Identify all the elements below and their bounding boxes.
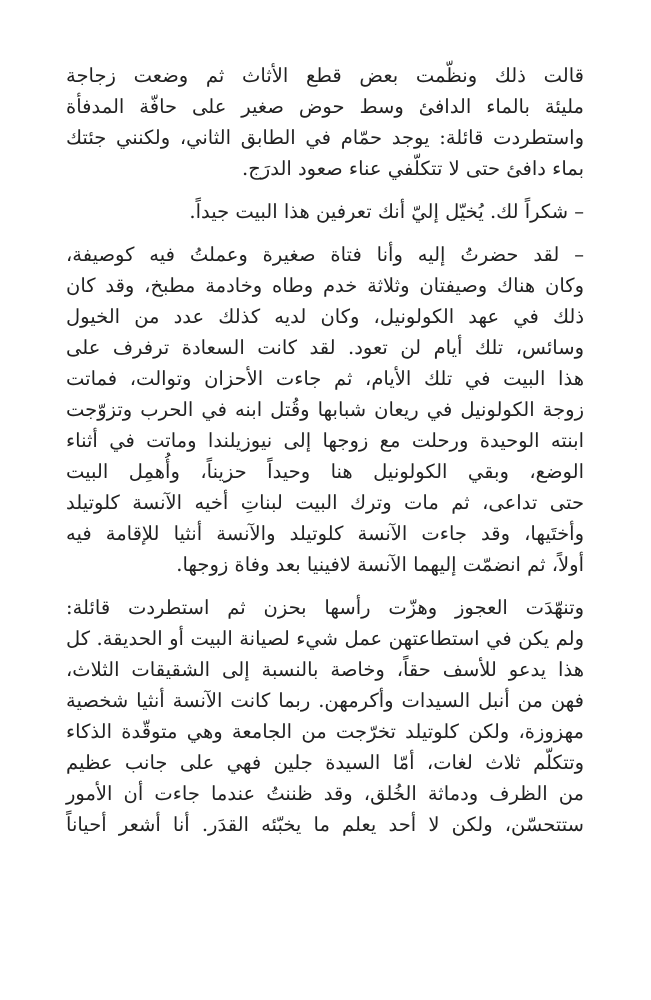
text-line: – شكراً لك. يُخيّل إليّ أنك تعرفين هذا البيت جيداً.: [189, 200, 584, 223]
text-line: واستطردت قائلة: يوجد حمّام في الطابق الثاني، ولكنني جئتك: [66, 126, 584, 149]
paragraph-3: [66, 239, 584, 580]
text-line: وأختَيها، وقد جاءت الآنسة كلوتيلد والآنسة أنثيا للإقامة فيه: [66, 522, 584, 545]
text-line: الوضع، وبقي الكولونيل هنا وحيداً حزيناً، وأُهمِل البيت: [66, 460, 584, 483]
document-page: [66, 60, 584, 840]
text-line: وتنهّدَت العجوز وهزّت رأسها بحزن ثم استطردت قائلة:: [66, 596, 584, 619]
text-line: من الظرف ودماثة الخُلق، وقد ظننتُ عندما جاءت أن الأمور: [66, 782, 584, 805]
text-line: زوجة الكولونيل في ريعان شبابها وقُتل ابنه في الحرب وتزوّجت: [66, 398, 584, 421]
text-line: ذلك في عهد الكولونيل، وكان لديه كذلك عدد من الخيول: [66, 305, 584, 328]
text-line: قالت ذلك ونظّمت بعض قطع الأثاث ثم وضعت زجاجة: [66, 64, 584, 87]
text-line: ولم يكن في استطاعتهن عمل شيء لصيانة البيت أو الحديقة. كل: [66, 627, 584, 650]
text-line: وكان هناك وصيفتان وثلاثة خدم وطاه وخادمة مطبخ، وقد كان: [66, 274, 584, 297]
paragraph-1: [66, 60, 584, 184]
text-line: أولاً، ثم انضمّت إليهما الآنسة لافينيا بعد وفاة زوجها.: [176, 553, 584, 576]
text-line: هذا يدعو للأسف حقاً، وخاصة بالنسبة إلى الشقيقات الثلاث،: [66, 658, 584, 681]
text-line: وتتكلّم ثلاث لغات، أمّا السيدة جلين فهي على جانب عظيم: [66, 751, 584, 774]
text-line: ابنته الوحيدة ورحلت مع زوجها إلى نيوزيلندا وماتت في أثناء: [66, 429, 584, 452]
text-line: ستتحسّن، ولكن لا أحد يعلم ما يخبّئه القدَر. أنا أشعر أحياناً: [66, 813, 584, 836]
text-line: هذا البيت في تلك الأيام، ثم جاءت الأحزان وتوالت، فماتت: [66, 367, 584, 390]
paragraph-2: [66, 196, 584, 227]
text-line: حتى تداعى، ثم مات وترك البيت لبناتِ أخيه الآنسة كلوتيلد: [66, 491, 584, 514]
text-line: مليئة بالماء الدافئ وسط حوض صغير على حافّة المدفأة: [66, 95, 584, 118]
text-line: وسائس، تلك أيام لن تعود. لقد كانت السعادة ترفرف على: [66, 336, 584, 359]
text-line: – لقد حضرتُ إليه وأنا فتاة صغيرة وعملتُ فيه كوصيفة،: [66, 243, 584, 266]
paragraph-4: [66, 592, 584, 840]
text-line: مهزوزة، ولكن كلوتيلد تخرّجت من الجامعة وهي متوقّدة الذكاء: [66, 720, 584, 743]
text-line: فهن من أنبل السيدات وأكرمهن. ربما كانت الآنسة أنثيا شخصية: [66, 689, 584, 712]
text-line: بماء دافئ حتى لا تتكلّفي عناء صعود الدرَج.: [242, 157, 584, 180]
